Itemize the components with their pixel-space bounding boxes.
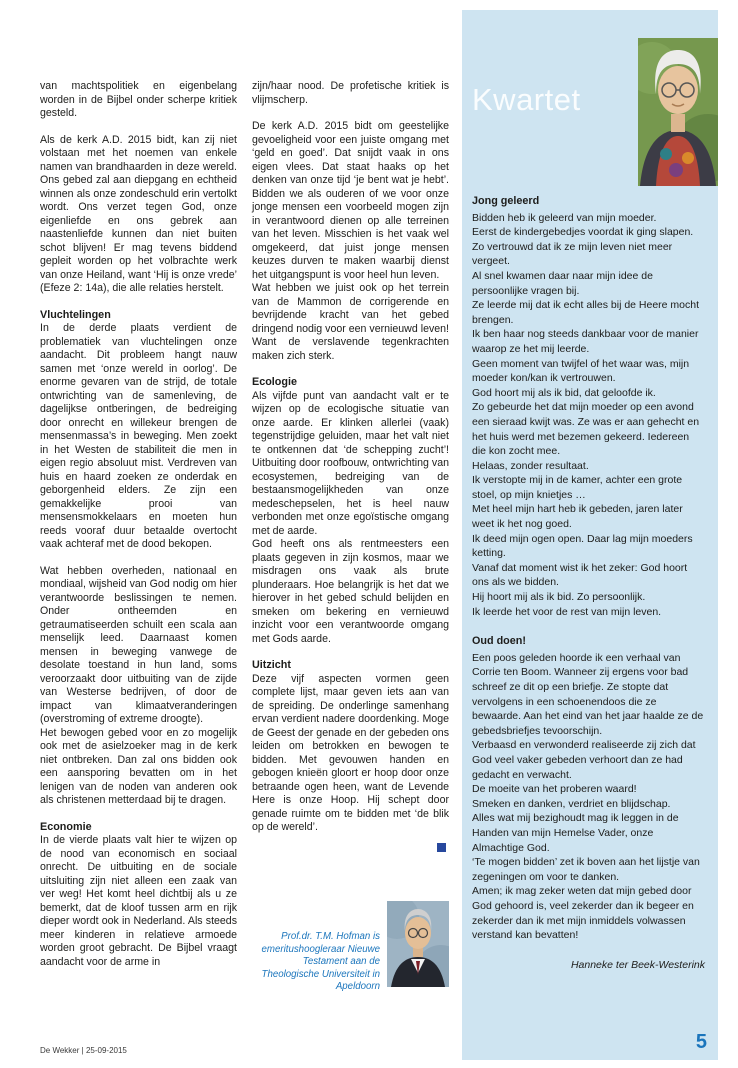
paragraph: van machtspolitiek en eigenbelang worden in de Bijbel onder scherpe kritiek gesteld. <box>40 80 237 119</box>
sidebar-author: Hanneke ter Beek-Westerink <box>570 958 705 971</box>
story-line: Alles wat mij bezighoudt mag ik leggen in de Handen van mijn Hemelse Vader, onze Almachtige God. <box>472 812 679 854</box>
footer-credit: De Wekker | 25-09-2015 <box>40 1046 127 1055</box>
heading-vluchtelingen: Vluchtelingen <box>40 308 111 321</box>
story-line: Eerst de kindergebedjes voordat ik ging slapen. Zo vertrouwd dat ik ze mijn leven niet meer vergeet. <box>472 226 694 268</box>
portrait-photo-man <box>387 901 449 987</box>
heading-economie: Economie <box>40 820 92 833</box>
story-line: Hij hoort mij als ik bid. Zo persoonlijk. <box>472 591 646 604</box>
story-line: Al snel kwamen daar naar mijn idee de persoonlijke vragen bij. <box>472 269 653 297</box>
story-line: Ik verstopte mij in de kamer, achter een grote stoel, op mijn knietjes … <box>472 474 683 501</box>
heading-ecologie: Ecologie <box>252 376 297 388</box>
story-line: Ze leerde mij dat ik echt alles bij de Heere mocht brengen. <box>472 299 700 326</box>
paragraph: Wat hebben we juist ook op het terrein van de Mammon de corrigerende en bevrijdende kracht van het gebed dringend nodig voor een vernieuwd leven! Want de verslavende tegenkrachten maken zich sterk. <box>252 282 449 362</box>
story-line: Een poos geleden hoorde ik een verhaal van Corrie ten Boom. Wanneer zij ergens voor bad schreef ze dit op een briefje. Ze stopte dat vervolgens in een schoenendoos die ze bewaarde. Aan het eind van het jaar haalde ze de gebedsbriefjes tevoorschijn. <box>472 651 704 737</box>
sidebar-kwartet <box>462 10 718 1060</box>
heading-oud-doen: Oud doen! <box>472 635 526 648</box>
story-line: Met heel mijn hart heb ik gebeden, jaren later weet ik het nog goed. <box>472 503 683 531</box>
story-line: God hoort mij als ik bid, dat geloofde ik. <box>472 386 656 399</box>
story-line: De moeite van het proberen waard! <box>472 783 637 796</box>
end-of-article-marker <box>437 843 446 852</box>
page-number: 5 <box>695 1031 707 1053</box>
story-line: ‘Te mogen bidden’ zet ik boven aan het lijstje van zegeningen om voor te danken. <box>472 856 700 883</box>
sidebar-title: Kwartet <box>472 82 581 117</box>
author-credit <box>252 901 449 994</box>
heading-uitzicht: Uitzicht <box>252 659 291 671</box>
paragraph: God heeft ons als rentmeesters een plaats gegeven in zijn kosmos, maar we misdragen ons vaak als brute plunderaars. Hoe belangrijk is het dat we hierover in het gebed schuld belijden en smeken om bekering en vernieuwd inzicht voor een verantwoorde omgang met Gods aarde. <box>252 538 449 645</box>
story-line: Verbaasd en verwonderd realiseerde zij zich dat God veel vaker gebeden verhoort dan ze had gedacht en verwacht. <box>472 739 696 781</box>
heading-jong-geleerd: Jong geleerd <box>472 195 540 207</box>
story-line: Geen moment van twijfel of het waar was, mijn moeder kon/kan ik vertrouwen. <box>472 357 690 385</box>
paragraph: Wat hebben overheden, nationaal en mondiaal, wijsheid van God nodig om hier verantwoorde beslissingen te nemen. Onder ontheemden en getraumatiseerden schuilt een scala aan menselijk leed. Daarnaast komen mensen in beweging vanwege de desolate toestand in hun land, soms veroorzaakt door uitbuiting van de zijde van Westerse bedrijven, of door de impact van klimaatveranderingen (overstroming of extreme droogte). <box>40 564 237 725</box>
article-column-left <box>40 80 237 969</box>
author-credit-text: Prof.dr. T.M. Hofman is emeritushoogleraar Nieuwe Testament aan de Theologische Universiteit in Apeldoorn <box>261 931 380 993</box>
paragraph: Deze vijf aspecten vormen geen complete lijst, maar geven iets aan van de spreiding. De onderlinge samenhang ervan verdient nadere doordenking. Moge de Geest der genade en der gebeden ons leiden om betrokken en bewogen te bidden. Met gevouwen handen en gebogen knieën gloort er hoop door onze betraande ogen heen, want de Levende Here is onze Hoop. Hij schept door genade ruimte om te bidden met ‘de blik op de wereld’. <box>252 672 449 833</box>
paragraph: Als vijfde punt van aandacht valt er te wijzen op de ecologische situatie van onze aarde. Er klinken allerlei (vaak) tegenstrijdige geluiden, maar het valt niet te ontkennen dat ‘de schepping zucht’! Uitbuiting door roofbouw, ontwrichting van ecosystemen, bedreiging van de bestaansmogelijkheden van onze medeschepselen, het is heel nauw verbonden met onze egoïstische omgang met de aarde. <box>252 389 449 537</box>
story-line: Ik ben haar nog steeds dankbaar voor de manier waarop ze het mij leerde. <box>472 328 699 355</box>
story-line: Zo gebeurde het dat mijn moeder op een avond een sieraad kwijt was. Ze was er aan gehecht en het huis werd met bezemen gekeerd. Iedereen die kon zocht mee. <box>472 401 700 458</box>
story-line: Amen; ik mag zeker weten dat mijn gebed door God gehoord is, veel zekerder dan ik begeer en zekerder dan ik met mijn inmiddels volwassen verstand kan bevatten! <box>472 885 694 942</box>
article-column-middle <box>252 80 449 852</box>
paragraph: Het bewogen gebed voor en zo mogelijk ook met de asielzoeker mag in de kerk niet ontbreken. Dan zal ons bidden ook een aansporing bevatten om in het lenigen van de noden van anderen ook als christenen metterdaad bij te dragen. <box>40 726 237 806</box>
paragraph: In de derde plaats verdient de problematiek van vluchtelingen onze aandacht. Dit probleem hangt nauw samen met ‘onze wereld in oorlog’. De enorme gevaren van de strijd, de totale ontwrichting van de samenleving, de dagelijkse ontberingen, de bedreiging door onrecht en willekeur brengen de mensenmassa’s in beweging. Men zoekt in het Westen de stabiliteit die men in eigen regio absoluut mist. Verdreven van huis en haard zoeken ze onderdak en geborgenheid elders. Ze zijn een gemakkelijke prooi van mensensmokkelaars en moeten hun reeds vooraf duur betaalde overtocht vaak achteraf met de dood bekopen. <box>40 322 237 550</box>
sidebar-content <box>472 194 705 972</box>
story-line: Vanaf dat moment wist ik het zeker: God hoort ons als we bidden. <box>472 561 688 589</box>
story-line: Ik leerde het voor de rest van mijn leven. <box>472 605 662 618</box>
paragraph: Als de kerk A.D. 2015 bidt, kan zij niet volstaan met het noemen van enkele namen van brandhaarden in deze wereld. Ons gebed zal aan diepgang en echtheid winnen als onze zondeschuld erin vertolkt wordt. Ons verzet tegen God, onze eigenliefde en ons gebrek aan naastenliefde kunnen dan niet buiten schot blijven! Er mag tevens biddend gepleit worden op het volbrachte werk van onze Heiland, want ‘Hij is onze vrede’ (Efeze 2: 14a), die alle relaties herstelt. <box>40 133 237 294</box>
paragraph: zijn/haar nood. De profetische kritiek is vlijmscherp. <box>252 80 449 106</box>
story-line: Bidden heb ik geleerd van mijn moeder. <box>472 211 657 224</box>
paragraph: De kerk A.D. 2015 bidt om geestelijke gevoeligheid voor een juiste omgang met ‘geld en goed’. Dat snijdt vaak in ons eigen vlees. Dat staat haaks op het denken van onze tijd ‘je bent wat je hebt’. Bidden we als ouderen of we voor onze jonge mensen een voorbeeld mogen zijn in verantwoord dienen op alle terreinen van het leven. Misschien is het vaak wel omgekeerd, dat juist jonge mensen keuzes durven te maken waarbij dienst het uitgangspunt is voor heel hun leven. <box>252 120 449 281</box>
paragraph: In de vierde plaats valt hier te wijzen op de nood van economisch en sociaal onrecht. De uitbuiting en de sociale uitsluiting zijn niet alleen een zaak van ver weg! Het komt heel dichtbij als u ze bemerkt, dat de kloof tussen arm en rijk dieper wordt ook in Nederland. Als steeds meer kinderen in relatieve armoede worden groot gebracht. De Bijbel vraagt aandacht voor de arme in <box>40 834 237 968</box>
story-line: Helaas, zonder resultaat. <box>472 459 589 472</box>
story-line: Ik deed mijn ogen open. Daar lag mijn moeders ketting. <box>472 532 693 560</box>
story-line: Smeken en danken, verdriet en blijdschap. <box>472 797 671 810</box>
portrait-photo-woman <box>638 38 718 186</box>
